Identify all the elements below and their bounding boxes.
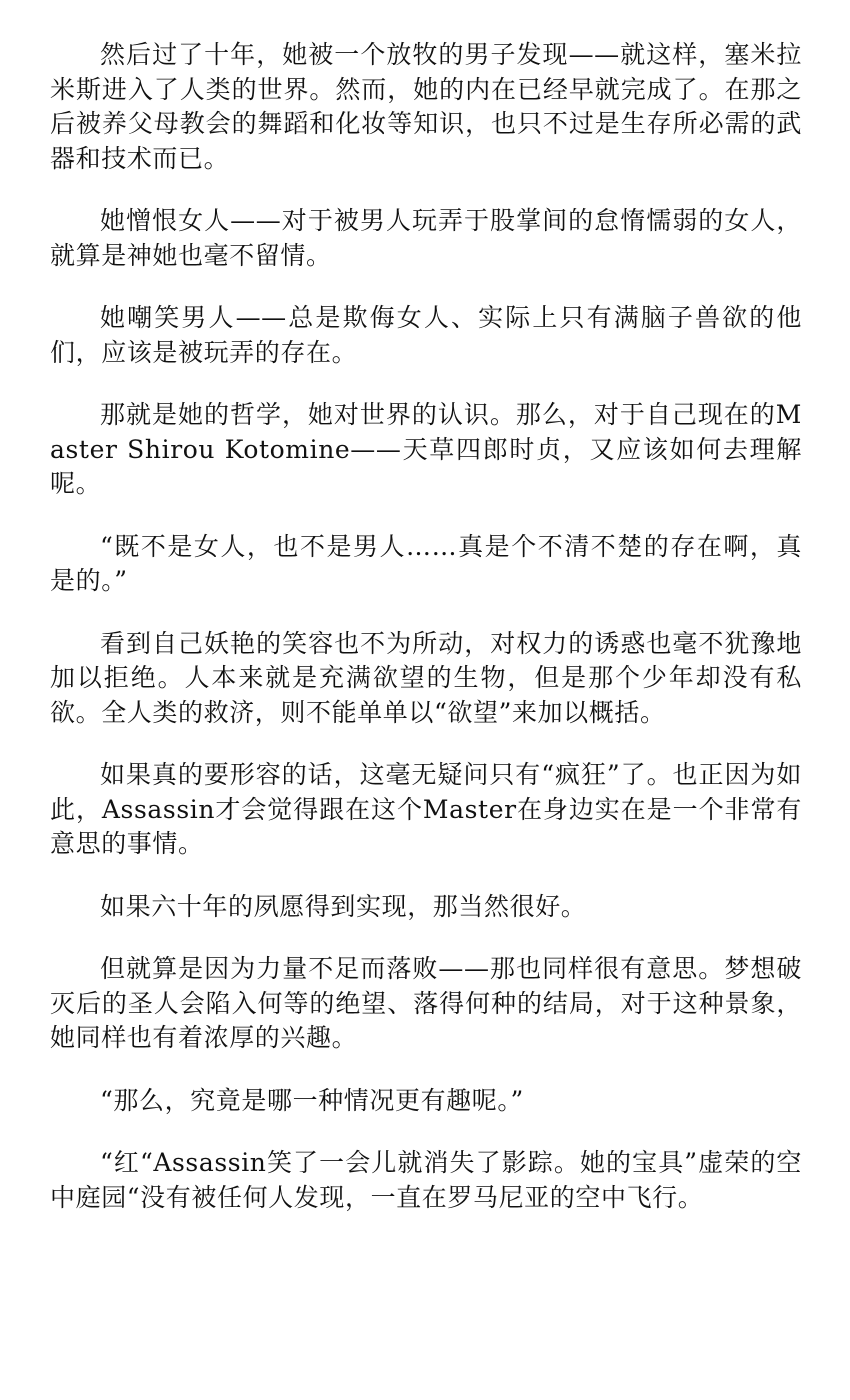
paragraph: 她嘲笑男人——总是欺侮女人、实际上只有满脑子兽欲的他们，应该是被玩弄的存在。 — [50, 303, 802, 367]
document-page — [50, 38, 802, 1243]
paragraph: 如果六十年的夙愿得到实现，那当然很好。 — [100, 891, 587, 921]
paragraph: 如果真的要形容的话，这毫无疑问只有“疯狂”了。也正因为如此，Assassin才会觉得跟在这个Master在身边实在是一个非常有意思的事情。 — [50, 760, 802, 858]
paragraph: “那么，究竟是哪一种情况更有趣呢。” — [100, 1085, 524, 1115]
paragraph: 她憎恨女人——对于被男人玩弄于股掌间的怠惰懦弱的女人，就算是神她也毫不留情。 — [50, 206, 802, 270]
paragraph: “既不是女人，也不是男人……真是个不清不楚的存在啊，真是的。” — [50, 531, 802, 595]
paragraph: 但就算是因为力量不足而落败——那也同样很有意思。梦想破灭后的圣人会陷入何等的绝望、落得何种的结局，对于这种景象，她同样也有着浓厚的兴趣。 — [50, 954, 802, 1052]
paragraph: “红“Assassin笑了一会儿就消失了影踪。她的宝具”虚荣的空中庭园“没有被任何人发现，一直在罗马尼亚的空中飞行。 — [50, 1148, 802, 1212]
paragraph: 看到自己妖艳的笑容也不为所动，对权力的诱惑也毫不犹豫地加以拒绝。人本来就是充满欲望的生物，但是那个少年却没有私欲。全人类的救济，则不能单单以“欲望”来加以概括。 — [50, 628, 802, 727]
paragraph: 然后过了十年，她被一个放牧的男子发现——就这样，塞米拉米斯进入了人类的世界。然而，她的内在已经早就完成了。在那之后被养父母教会的舞蹈和化妆等知识，也只不过是生存所必需的武器和技术而已。 — [50, 40, 802, 173]
paragraph: 那就是她的哲学，她对世界的认识。那么，对于自己现在的Master Shirou Kotomine——天草四郎时贞，又应该如何去理解呢。 — [50, 400, 802, 498]
